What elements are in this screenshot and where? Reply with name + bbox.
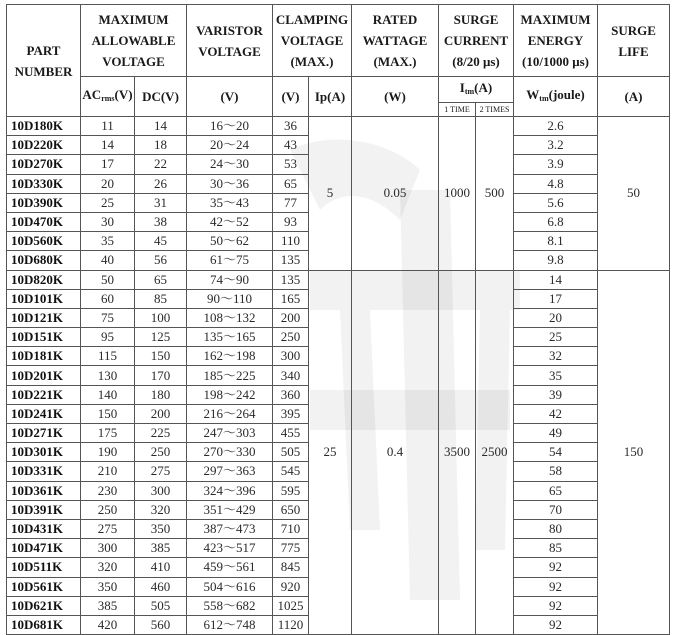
header-rated-unit: (W): [352, 77, 439, 117]
ac-rms-cell: 300: [81, 539, 135, 558]
dc-cell: 560: [135, 615, 187, 634]
clamping-voltage-cell: 165: [273, 289, 309, 308]
max-energy-cell: 54: [514, 443, 598, 462]
header-dc: DC(V): [135, 77, 187, 117]
ac-rms-cell: 250: [81, 500, 135, 519]
ac-rms-cell: 35: [81, 232, 135, 251]
ac-rms-cell: 420: [81, 615, 135, 634]
ac-rms-cell: 190: [81, 443, 135, 462]
header-clamping-unit: (V): [273, 77, 309, 117]
header-surge-current: SURGE CURRENT (8/20 μs): [439, 5, 514, 77]
clamping-voltage-cell: 340: [273, 366, 309, 385]
part-number-cell: 10D121K: [7, 308, 81, 327]
varistor-voltage-cell: 387～473: [187, 519, 273, 538]
dc-cell: 22: [135, 155, 187, 174]
ac-rms-cell: 11: [81, 117, 135, 136]
dc-cell: 100: [135, 308, 187, 327]
varistor-voltage-cell: 423～517: [187, 539, 273, 558]
dc-cell: 45: [135, 232, 187, 251]
clamping-voltage-cell: 545: [273, 462, 309, 481]
max-energy-cell: 17: [514, 289, 598, 308]
part-number-cell: 10D180K: [7, 117, 81, 136]
varistor-voltage-cell: 20～24: [187, 136, 273, 155]
header-max-allowable-voltage: MAXIMUM ALLOWABLE VOLTAGE: [81, 5, 187, 77]
surge-life-cell: 150: [598, 270, 670, 635]
clamping-voltage-cell: 505: [273, 443, 309, 462]
max-energy-cell: 6.8: [514, 212, 598, 231]
part-number-cell: 10D241K: [7, 404, 81, 423]
ac-rms-cell: 14: [81, 136, 135, 155]
part-number-cell: 10D471K: [7, 539, 81, 558]
varistor-voltage-cell: 297～363: [187, 462, 273, 481]
clamping-voltage-cell: 43: [273, 136, 309, 155]
max-energy-cell: 20: [514, 308, 598, 327]
header-two-times: 2 TIMES: [476, 103, 514, 117]
clamping-voltage-cell: 200: [273, 308, 309, 327]
clamping-voltage-cell: 65: [273, 174, 309, 193]
one-time-cell: 3500: [439, 270, 476, 635]
clamping-voltage-cell: 395: [273, 404, 309, 423]
max-energy-cell: 39: [514, 385, 598, 404]
wattage-cell: 0.4: [352, 270, 439, 635]
clamping-voltage-cell: 135: [273, 251, 309, 270]
varistor-voltage-cell: 50～62: [187, 232, 273, 251]
max-energy-cell: 2.6: [514, 117, 598, 136]
max-energy-cell: 42: [514, 404, 598, 423]
dc-cell: 385: [135, 539, 187, 558]
ac-rms-cell: 210: [81, 462, 135, 481]
part-number-cell: 10D181K: [7, 347, 81, 366]
one-time-cell: 1000: [439, 117, 476, 271]
dc-cell: 150: [135, 347, 187, 366]
varistor-voltage-cell: 198～242: [187, 385, 273, 404]
varistor-voltage-cell: 74～90: [187, 270, 273, 289]
two-times-cell: 2500: [476, 270, 514, 635]
part-number-cell: 10D151K: [7, 328, 81, 347]
dc-cell: 250: [135, 443, 187, 462]
max-energy-cell: 9.8: [514, 251, 598, 270]
max-energy-cell: 49: [514, 424, 598, 443]
ac-rms-cell: 60: [81, 289, 135, 308]
dc-cell: 350: [135, 519, 187, 538]
clamping-voltage-cell: 775: [273, 539, 309, 558]
ac-rms-cell: 320: [81, 558, 135, 577]
header-max-energy: MAXIMUM ENERGY (10/1000 μs): [514, 5, 598, 77]
dc-cell: 410: [135, 558, 187, 577]
clamping-voltage-cell: 360: [273, 385, 309, 404]
header-ip: Ip(A): [309, 77, 352, 117]
clamping-voltage-cell: 135: [273, 270, 309, 289]
part-number-cell: 10D680K: [7, 251, 81, 270]
part-number-cell: 10D330K: [7, 174, 81, 193]
varistor-voltage-cell: 216～264: [187, 404, 273, 423]
ac-rms-cell: 350: [81, 577, 135, 596]
max-energy-cell: 35: [514, 366, 598, 385]
varistor-voltage-cell: 16～20: [187, 117, 273, 136]
ac-rms-cell: 40: [81, 251, 135, 270]
table-row: [7, 270, 670, 289]
part-number-cell: 10D221K: [7, 385, 81, 404]
varistor-voltage-cell: 247～303: [187, 424, 273, 443]
part-number-cell: 10D220K: [7, 136, 81, 155]
part-number-cell: 10D271K: [7, 424, 81, 443]
max-energy-cell: 25: [514, 328, 598, 347]
part-number-cell: 10D431K: [7, 519, 81, 538]
clamping-voltage-cell: 77: [273, 193, 309, 212]
dc-cell: 200: [135, 404, 187, 423]
dc-cell: 225: [135, 424, 187, 443]
varistor-voltage-cell: 135～165: [187, 328, 273, 347]
max-energy-cell: 92: [514, 577, 598, 596]
clamping-voltage-cell: 110: [273, 232, 309, 251]
dc-cell: 505: [135, 596, 187, 615]
varistor-voltage-cell: 90～110: [187, 289, 273, 308]
dc-cell: 85: [135, 289, 187, 308]
max-energy-cell: 5.6: [514, 193, 598, 212]
header-part-number: PART NUMBER: [7, 5, 81, 117]
varistor-voltage-cell: 612～748: [187, 615, 273, 634]
part-number-cell: 10D820K: [7, 270, 81, 289]
dc-cell: 170: [135, 366, 187, 385]
header-varistor-unit: (V): [187, 77, 273, 117]
ac-rms-cell: 75: [81, 308, 135, 327]
clamping-voltage-cell: 920: [273, 577, 309, 596]
varistor-voltage-cell: 42～52: [187, 212, 273, 231]
max-energy-cell: 4.8: [514, 174, 598, 193]
dc-cell: 31: [135, 193, 187, 212]
header-clamping-voltage: CLAMPING VOLTAGE (MAX.): [273, 5, 352, 77]
ac-rms-cell: 175: [81, 424, 135, 443]
surge-life-cell: 50: [598, 117, 670, 271]
dc-cell: 65: [135, 270, 187, 289]
ac-rms-cell: 95: [81, 328, 135, 347]
varistor-voltage-cell: 459～561: [187, 558, 273, 577]
max-energy-cell: 92: [514, 596, 598, 615]
varistor-spec-table: [6, 4, 670, 635]
varistor-voltage-cell: 324～396: [187, 481, 273, 500]
ac-rms-cell: 130: [81, 366, 135, 385]
part-number-cell: 10D270K: [7, 155, 81, 174]
header-varistor-voltage: VARISTOR VOLTAGE: [187, 5, 273, 77]
dc-cell: 18: [135, 136, 187, 155]
varistor-voltage-cell: 185～225: [187, 366, 273, 385]
clamping-voltage-cell: 300: [273, 347, 309, 366]
dc-cell: 180: [135, 385, 187, 404]
part-number-cell: 10D201K: [7, 366, 81, 385]
clamping-voltage-cell: 36: [273, 117, 309, 136]
max-energy-cell: 32: [514, 347, 598, 366]
dc-cell: 14: [135, 117, 187, 136]
part-number-cell: 10D391K: [7, 500, 81, 519]
max-energy-cell: 3.2: [514, 136, 598, 155]
max-energy-cell: 92: [514, 615, 598, 634]
part-number-cell: 10D560K: [7, 232, 81, 251]
clamping-voltage-cell: 1120: [273, 615, 309, 634]
part-number-cell: 10D681K: [7, 615, 81, 634]
header-one-time: 1 TIME: [439, 103, 476, 117]
clamping-voltage-cell: 53: [273, 155, 309, 174]
header-ac-rms: $AC_{rms}(V)$: [81, 77, 135, 117]
clamping-voltage-cell: 650: [273, 500, 309, 519]
dc-cell: 125: [135, 328, 187, 347]
header-surge-life-unit: (A): [598, 77, 670, 117]
max-energy-cell: 85: [514, 539, 598, 558]
part-number-cell: 10D621K: [7, 596, 81, 615]
ac-rms-cell: 20: [81, 174, 135, 193]
table-row: [7, 117, 670, 136]
part-number-cell: 10D331K: [7, 462, 81, 481]
max-energy-cell: 80: [514, 519, 598, 538]
varistor-voltage-cell: 24～30: [187, 155, 273, 174]
ac-rms-cell: 275: [81, 519, 135, 538]
varistor-voltage-cell: 108～132: [187, 308, 273, 327]
header-rated-wattage: RATED WATTAGE (MAX.): [352, 5, 439, 77]
ip-cell: 5: [309, 117, 352, 271]
clamping-voltage-cell: 93: [273, 212, 309, 231]
dc-cell: 460: [135, 577, 187, 596]
two-times-cell: 500: [476, 117, 514, 271]
max-energy-cell: 70: [514, 500, 598, 519]
part-number-cell: 10D511K: [7, 558, 81, 577]
part-number-cell: 10D101K: [7, 289, 81, 308]
header-wtm: $W_{tm}(joule)$: [514, 77, 598, 117]
max-energy-cell: 3.9: [514, 155, 598, 174]
ac-rms-cell: 385: [81, 596, 135, 615]
part-number-cell: 10D470K: [7, 212, 81, 231]
clamping-voltage-cell: 845: [273, 558, 309, 577]
table-body: [7, 117, 670, 635]
max-energy-cell: 65: [514, 481, 598, 500]
part-number-cell: 10D361K: [7, 481, 81, 500]
varistor-voltage-cell: 30～36: [187, 174, 273, 193]
dc-cell: 56: [135, 251, 187, 270]
ac-rms-cell: 30: [81, 212, 135, 231]
part-number-cell: 10D561K: [7, 577, 81, 596]
varistor-voltage-cell: 558～682: [187, 596, 273, 615]
ac-rms-cell: 115: [81, 347, 135, 366]
ac-rms-cell: 50: [81, 270, 135, 289]
part-number-cell: 10D390K: [7, 193, 81, 212]
dc-cell: 275: [135, 462, 187, 481]
max-energy-cell: 8.1: [514, 232, 598, 251]
part-number-cell: 10D301K: [7, 443, 81, 462]
clamping-voltage-cell: 710: [273, 519, 309, 538]
max-energy-cell: 14: [514, 270, 598, 289]
max-energy-cell: 92: [514, 558, 598, 577]
clamping-voltage-cell: 1025: [273, 596, 309, 615]
dc-cell: 320: [135, 500, 187, 519]
header-itm: $I_{tm}(A)$: [439, 77, 514, 103]
ac-rms-cell: 140: [81, 385, 135, 404]
ac-rms-cell: 17: [81, 155, 135, 174]
ac-rms-cell: 230: [81, 481, 135, 500]
dc-cell: 26: [135, 174, 187, 193]
ip-cell: 25: [309, 270, 352, 635]
varistor-voltage-cell: 61～75: [187, 251, 273, 270]
clamping-voltage-cell: 595: [273, 481, 309, 500]
max-energy-cell: 58: [514, 462, 598, 481]
dc-cell: 300: [135, 481, 187, 500]
varistor-voltage-cell: 504～616: [187, 577, 273, 596]
varistor-voltage-cell: 270～330: [187, 443, 273, 462]
ac-rms-cell: 150: [81, 404, 135, 423]
ac-rms-cell: 25: [81, 193, 135, 212]
clamping-voltage-cell: 250: [273, 328, 309, 347]
varistor-voltage-cell: 351～429: [187, 500, 273, 519]
clamping-voltage-cell: 455: [273, 424, 309, 443]
varistor-voltage-cell: 35～43: [187, 193, 273, 212]
dc-cell: 38: [135, 212, 187, 231]
wattage-cell: 0.05: [352, 117, 439, 271]
header-surge-life: SURGE LIFE: [598, 5, 670, 77]
varistor-voltage-cell: 162～198: [187, 347, 273, 366]
